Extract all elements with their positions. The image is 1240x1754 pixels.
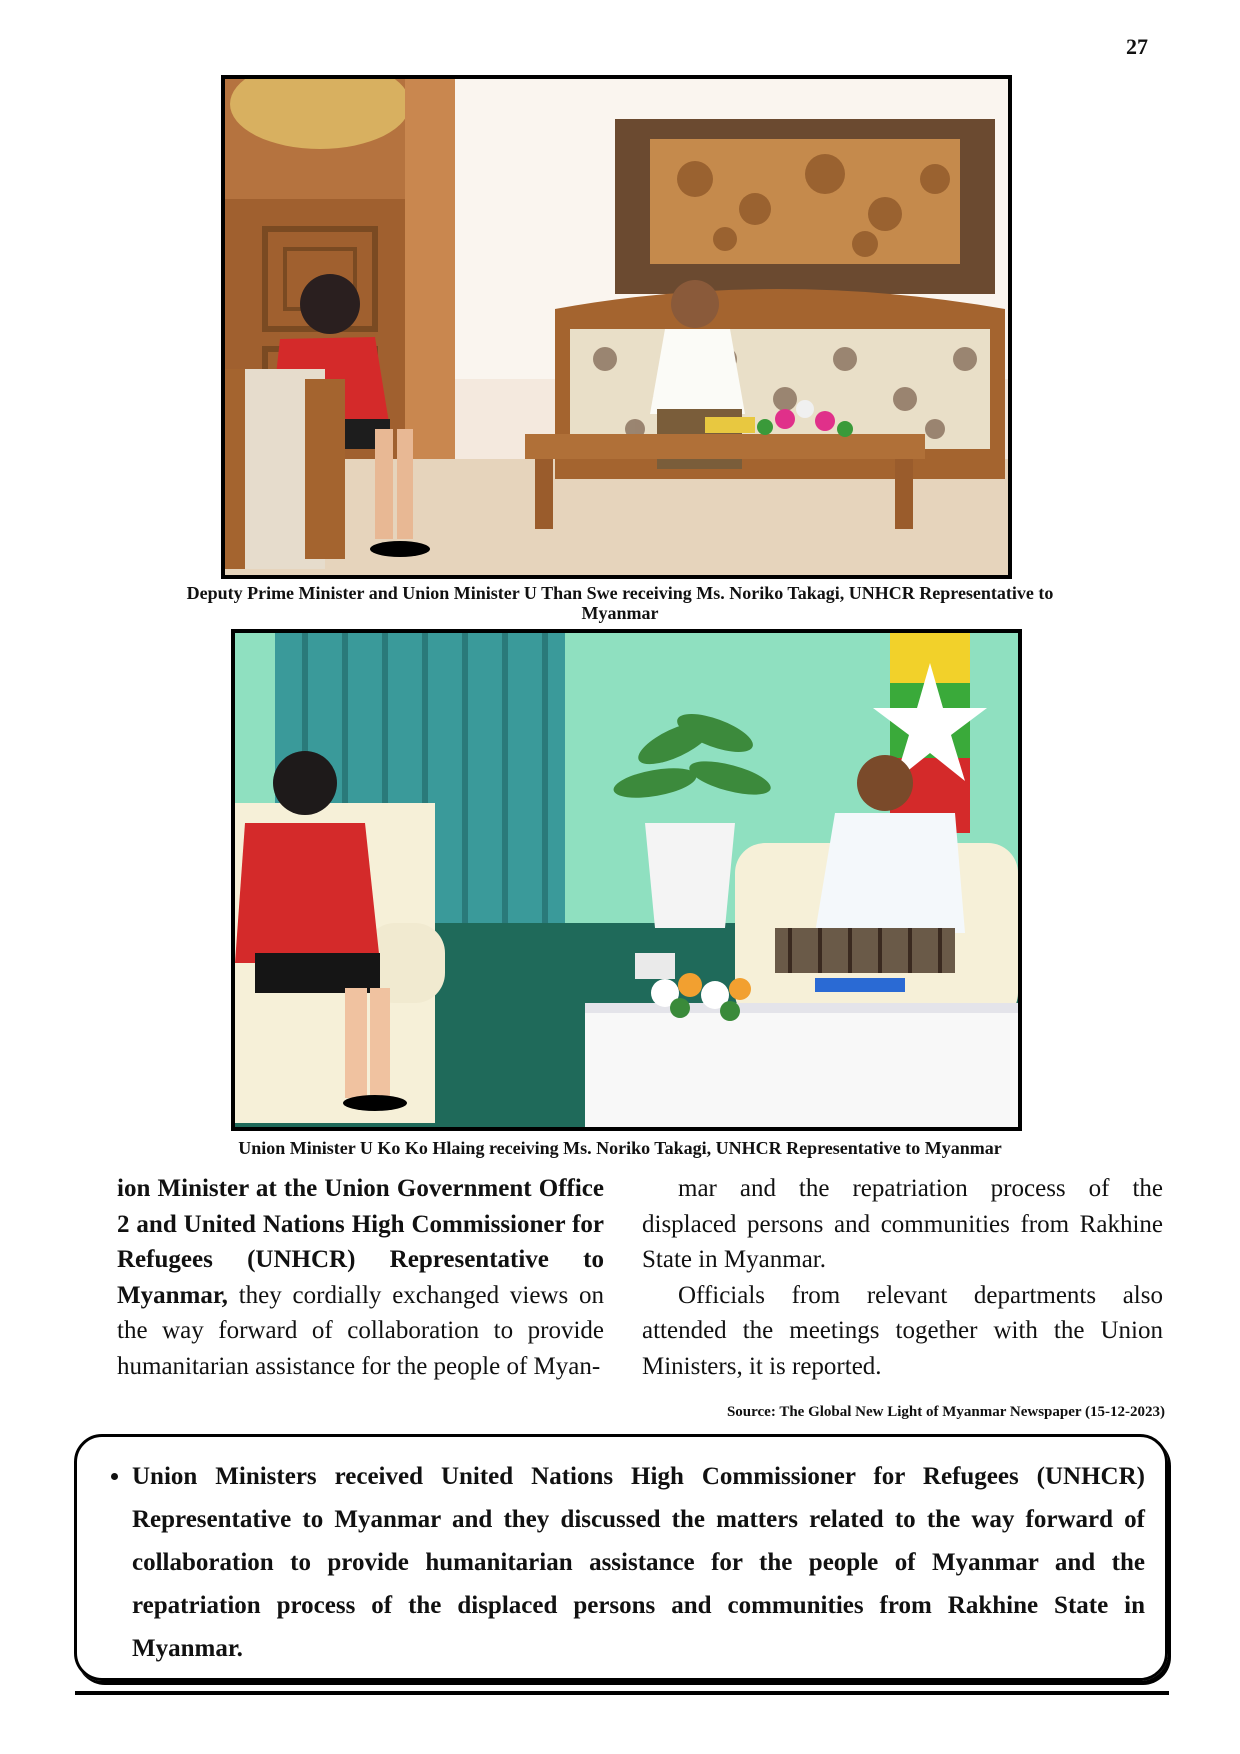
article-right-paragraph-1: mar and the repatriation process of the displaced persons and communities from Rakhine State in Myanmar. xyxy=(642,1175,1163,1273)
summary-bullet: • Union Ministers received United Nations High Commissioner for Refugees (UNHCR) Representative to Myanmar and they discussed the matters related to the way forward of collaboration to provide humanitarian assistance for the people of Myanmar and the repatriation process of the displaced persons and communities from Rakhine State in Myanmar. xyxy=(132,1455,1145,1670)
meeting-photo-2-illustration xyxy=(235,633,1018,1127)
bottom-divider xyxy=(75,1691,1169,1695)
photo-caption-1: Deputy Prime Minister and Union Minister U Than Swe receiving Ms. Noriko Takagi, UNHCR Representative to Myanmar xyxy=(186,583,1054,623)
article-right-paragraph-2: Officials from relevant departments also attended the meetings together with the Union Ministers, it is reported. xyxy=(642,1281,1163,1380)
article-lead-bold: ion Minister at the Union Government Office 2 and United Nations High Commissioner for Refugees (UNHCR) Representative to Myanmar, xyxy=(117,1175,604,1309)
summary-box xyxy=(74,1434,1168,1681)
article-left-column xyxy=(117,1171,604,1384)
page-number: 27 xyxy=(1126,34,1148,59)
article-left-text: they cordially exchanged views on the way forward of collaboration to provide humanitarian assistance for the people of Myan- xyxy=(117,1281,604,1380)
article-right-column xyxy=(642,1171,1163,1384)
summary-list xyxy=(77,1437,1165,1670)
article-left-paragraph xyxy=(117,1171,604,1384)
photo-caption-2: Union Minister U Ko Ko Hlaing receiving Ms. Noriko Takagi, UNHCR Representative to Myanmar xyxy=(238,1138,1002,1158)
meeting-photo-2 xyxy=(231,629,1022,1131)
meeting-photo-1-illustration xyxy=(225,79,1008,575)
source-citation: Source: The Global New Light of Myanmar Newspaper (15-12-2023) xyxy=(726,1404,1165,1420)
meeting-photo-1 xyxy=(221,75,1012,579)
